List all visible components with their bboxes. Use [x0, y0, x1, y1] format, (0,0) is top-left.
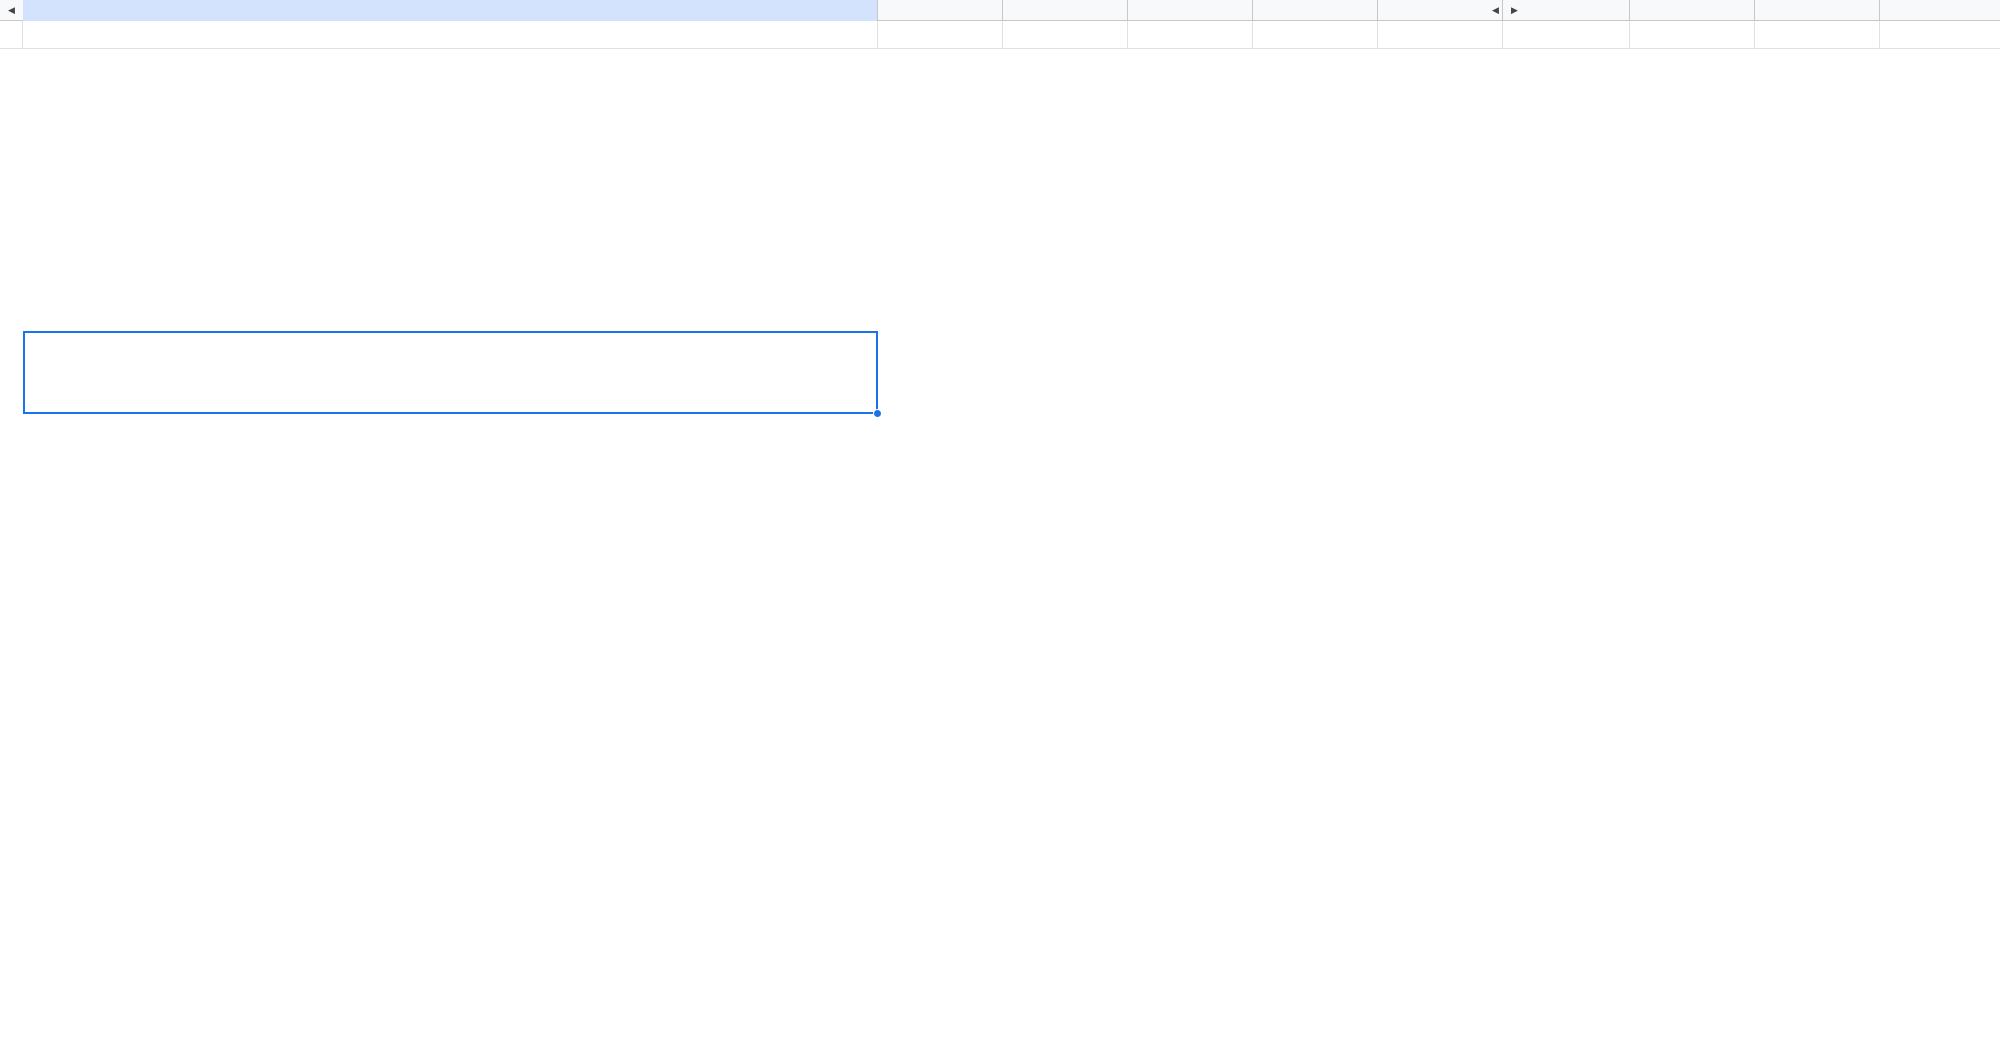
column-header-N[interactable]	[1378, 0, 1503, 21]
header-row	[0, 21, 2000, 49]
column-header-M[interactable]	[1253, 0, 1378, 21]
scroll-left-arrow-icon[interactable]: ◀	[8, 5, 15, 15]
header-technical-operational[interactable]	[1755, 21, 1880, 48]
left-clipped-cell[interactable]	[0, 21, 23, 48]
column-header-U[interactable]	[1630, 0, 1755, 21]
header-file-url[interactable]	[878, 21, 1003, 48]
cell-grid	[0, 21, 2000, 1045]
header-filing-section[interactable]	[1253, 21, 1378, 48]
header-cybersecurity[interactable]	[1880, 21, 2000, 48]
header-ai-supplier-category[interactable]	[1503, 21, 1630, 48]
column-header-K[interactable]	[1003, 0, 1128, 21]
hidden-columns-right-arrow-icon[interactable]: ▶	[1511, 5, 1518, 15]
header-text[interactable]	[23, 21, 878, 48]
header-competitive-risks[interactable]	[1630, 21, 1755, 48]
column-header-V[interactable]	[1755, 0, 1880, 21]
hidden-columns-left-arrow-icon[interactable]: ◀	[1492, 5, 1499, 15]
header-ai-mention-type[interactable]	[1378, 21, 1503, 48]
column-header-L[interactable]	[1128, 0, 1253, 21]
column-header-T[interactable]	[1503, 0, 1630, 21]
column-header-J[interactable]	[878, 0, 1003, 21]
fill-handle[interactable]	[873, 409, 882, 418]
column-header-bar	[0, 0, 2000, 21]
header-analysis-date[interactable]	[1128, 21, 1253, 48]
column-header-W[interactable]	[1880, 0, 2000, 21]
column-header-I[interactable]	[23, 0, 878, 21]
header-content-hash[interactable]	[1003, 21, 1128, 48]
